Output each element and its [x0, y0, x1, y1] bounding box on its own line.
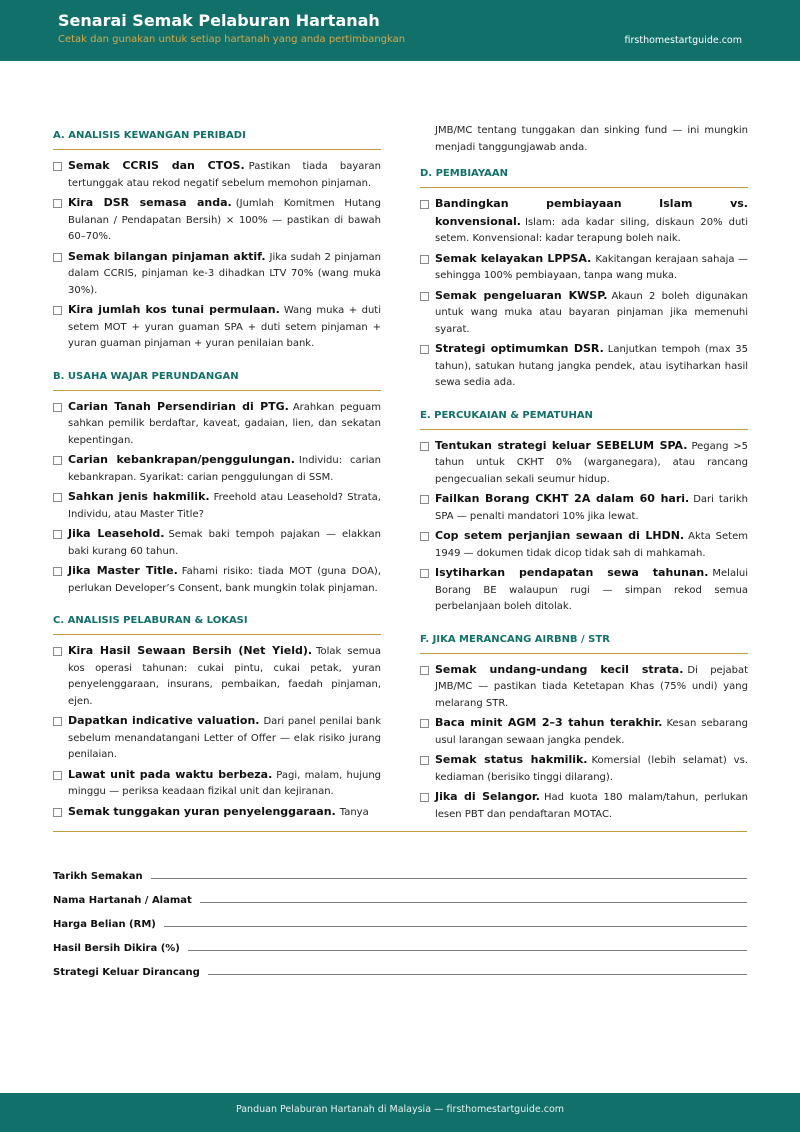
item-text: Pegang >5 tahun untuk CKHT 0% (warganegara), atau rancang pengecualian sekali seumur hidup. [435, 440, 748, 485]
item-text: Pastikan tiada bayaran tertunggak atau rekod negatif sebelum memohon pinjaman. [68, 161, 381, 189]
checklist-item [420, 491, 748, 525]
item-lead: Carian Tanah Persendirian di PTG. [68, 399, 289, 413]
form-label: Harga Belian (RM) [53, 919, 156, 930]
checkbox-icon[interactable] [53, 717, 62, 726]
item-lead: Semak tunggakan yuran penyelenggaraan. [68, 804, 336, 818]
checklist-item [420, 789, 748, 823]
item-lead: Failkan Borang CKHT 2A dalam 60 hari. [435, 492, 690, 505]
checkbox-icon[interactable] [53, 808, 62, 817]
checkbox-icon[interactable] [53, 567, 62, 576]
checkbox-icon[interactable] [420, 719, 429, 728]
item-text: Kesan sebarang usul larangan sewaan jangka pendek. [435, 718, 748, 746]
item-text: (Jumlah Komitmen Hutang Bulanan / Pendapatan Bersih) × 100% — pastikan di bawah 60–70%. [68, 198, 381, 242]
site-url: firsthomestartguide.com [624, 35, 742, 46]
checklist-item [53, 195, 381, 246]
checklist-item [53, 526, 381, 560]
item-lead: Isytiharkan pendapatan sewa tahunan. [435, 566, 709, 579]
item-lead: Kira DSR semasa anda. [68, 196, 232, 209]
item-lead: Kira Hasil Sewaan Bersih (Net Yield). [68, 644, 313, 657]
checkbox-icon[interactable] [420, 756, 429, 765]
form-fill-line[interactable] [151, 878, 747, 879]
form-row-exit [53, 954, 747, 978]
checklist-item [53, 643, 381, 710]
checklist-item [53, 767, 381, 801]
right-column [420, 124, 748, 835]
item-lead: Semak pengeluaran KWSP. [435, 288, 608, 302]
item-text: Tolak semua kos operasi tahunan: cukai pintu, cukai petak, yuran penyelenggaraan, insurans, pembaikan, faedah pinjaman, ejen. [68, 646, 381, 707]
form-row-property [53, 882, 747, 906]
checkbox-icon[interactable] [53, 162, 62, 171]
section-title: D. PEMBIAYAAN [420, 162, 748, 188]
section-d [420, 162, 748, 392]
checklist-item [420, 662, 748, 713]
item-lead: Semak undang-undang kecil strata. [435, 662, 684, 676]
section-title: B. USAHA WAJAR PERUNDANGAN [53, 365, 381, 391]
item-lead: Tentukan strategi keluar SEBELUM SPA. [435, 438, 688, 452]
form-fill-line[interactable] [164, 926, 747, 927]
checkbox-icon[interactable] [420, 532, 429, 541]
form-fill-line[interactable] [200, 902, 747, 903]
item-text: Pagi, malam, hujung minggu — periksa keadaan fizikal unit dan kejiranan. [68, 769, 382, 797]
checkbox-icon[interactable] [420, 345, 429, 354]
checklist-item [420, 196, 748, 248]
form-row-yield [53, 930, 747, 954]
item-lead: Sahkan jenis hakmilik. [68, 490, 210, 503]
checkbox-icon[interactable] [53, 647, 62, 656]
checklist-item [53, 713, 381, 764]
item-lead: Jika Master Title. [68, 564, 178, 577]
section-f [420, 628, 748, 824]
item-lead: Lawat unit pada waktu berbeza. [68, 767, 273, 781]
item-text: Kakitangan kerajaan sahaja — sehingga 100% pembiayaan, tanpa wang muka. [435, 253, 748, 281]
item-text: Had kuota 180 malam/tahun, perlukan lesen PBT dan pendaftaran MOTAC. [435, 792, 748, 820]
checkbox-icon[interactable] [420, 793, 429, 802]
form-fill-line[interactable] [208, 974, 747, 975]
item-lead: Bandingkan pembiayaan Islam vs. konvensional. [435, 197, 748, 228]
item-text: Tanya [339, 806, 369, 818]
form-label: Tarikh Semakan [53, 871, 143, 882]
checklist-item [420, 251, 748, 285]
item-lead: Strategi optimumkan DSR. [435, 342, 604, 355]
footer-text: Panduan Pelaburan Hartanah di Malaysia — firsthomestartguide.com [235, 1104, 565, 1115]
item-text: Komersial (lebih selamat) vs. kediaman (berisiko tinggi dilarang). [435, 755, 748, 783]
checklist-item [420, 528, 748, 562]
form-label: Hasil Bersih Dikira (%) [53, 943, 180, 954]
item-lead: Cop setem perjanjian sewaan di LHDN. [435, 529, 685, 542]
form-fill-line[interactable] [188, 950, 747, 951]
checkbox-icon[interactable] [420, 666, 429, 675]
checkbox-icon[interactable] [420, 495, 429, 504]
item-text: Wang muka + duti setem MOT + yuran guaman SPA + duti setem pinjaman + yuran guaman pinjaman + yuran penilaian bank. [68, 305, 382, 349]
item-continuation: JMB/MC tentang tunggakan dan sinking fund — ini mungkin menjadi tanggungjawab anda. [435, 125, 748, 153]
checklist-item [53, 302, 381, 353]
checkbox-icon[interactable] [420, 200, 429, 209]
item-lead: Kira jumlah kos tunai permulaan. [68, 303, 280, 316]
left-column [53, 124, 381, 833]
checklist-item [53, 158, 381, 192]
checklist-item [53, 452, 381, 486]
checklist-item [420, 752, 748, 786]
section-a [53, 124, 381, 353]
checkbox-icon[interactable] [420, 442, 429, 451]
checkbox-icon[interactable] [420, 255, 429, 264]
checkbox-icon[interactable] [53, 306, 62, 315]
section-title: F. JIKA MERANCANG AIRBNB / STR [420, 628, 748, 654]
item-text: Individu: carian kebankrapan. Syarikat: carian penggulungan di SSM. [68, 455, 381, 483]
checkbox-icon[interactable] [420, 292, 429, 301]
checklist-item [420, 715, 748, 749]
checkbox-icon[interactable] [53, 403, 62, 412]
page-title: Senarai Semak Pelaburan Hartanah [58, 11, 380, 30]
item-text: Melalui Borang BE walaupun rugi — simpan rekod semua perbelanjaan boleh ditolak. [435, 568, 748, 612]
checklist-item [53, 563, 381, 597]
checkbox-icon[interactable] [53, 199, 62, 208]
item-text: Lanjutkan tempoh (max 35 tahun), satukan hutang jangka pendek, atau isytiharkan hasil sewa sedia ada. [435, 344, 748, 388]
item-text: Islam: ada kadar siling, diskaun 20% duti setem. Konvensional: kadar terapung boleh naik. [435, 216, 748, 244]
record-form [53, 858, 747, 978]
checklist-item [53, 804, 381, 822]
item-text: Dari panel penilai bank sebelum menandatangani Letter of Offer — elak risiko jurang penilaian. [68, 716, 382, 760]
section-title: E. PERCUKAIAN & PEMATUHAN [420, 404, 748, 430]
item-lead: Dapatkan indicative valuation. [68, 714, 260, 727]
item-text: Akta Setem 1949 — dokumen tidak dicop tidak sah di mahkamah. [435, 531, 748, 559]
item-lead: Semak status hakmilik. [435, 753, 588, 766]
section-c [53, 609, 381, 821]
checklist-item [53, 249, 381, 300]
form-row-price [53, 906, 747, 930]
section-b [53, 365, 381, 598]
checkbox-icon[interactable] [53, 493, 62, 502]
form-label: Strategi Keluar Dirancang [53, 967, 200, 978]
section-title: C. ANALISIS PELABURAN & LOKASI [53, 609, 381, 635]
form-row-date [53, 858, 747, 882]
item-text: Semak baki tempoh pajakan — elakkan baki kurang 60 tahun. [68, 529, 381, 557]
item-text: Dari tarikh SPA — penalti mandatori 10% jika lewat. [435, 494, 748, 522]
page-footer [0, 1093, 800, 1132]
checklist-item [53, 489, 381, 523]
item-lead: Semak kelayakan LPPSA. [435, 251, 592, 265]
item-text: Di pejabat JMB/MC — pastikan tiada Ketetapan Khas (75% undi) yang melarang STR. [435, 664, 748, 709]
checklist-item [420, 565, 748, 616]
item-text: Fahami risiko: tiada MOT (guna DOA), perlukan Developer’s Consent, bank mungkin tolak pinjaman. [68, 566, 381, 594]
section-e [420, 404, 748, 616]
item-text: Arahkan peguam sahkan pemilik berdaftar, kaveat, gadaian, lien, dan sekatan kepentingan. [68, 401, 381, 446]
checkbox-icon[interactable] [420, 569, 429, 578]
checkbox-icon[interactable] [53, 253, 62, 262]
item-lead: Jika Leasehold. [68, 527, 165, 540]
page-header [0, 0, 800, 61]
page-subtitle: Cetak dan gunakan untuk setiap hartanah yang anda pertimbangkan [58, 34, 406, 45]
item-text: Freehold atau Leasehold? Strata, Individu, atau Master Title? [68, 492, 381, 520]
item-text: Akaun 2 boleh digunakan untuk wang muka atau bayaran pinjaman jika memenuhi syarat. [435, 290, 748, 335]
checkbox-icon[interactable] [53, 456, 62, 465]
item-lead: Semak CCRIS dan CTOS. [68, 159, 245, 172]
checklist-item [53, 399, 381, 450]
section-title: A. ANALISIS KEWANGAN PERIBADI [53, 124, 381, 150]
item-lead: Baca minit AGM 2–3 tahun terakhir. [435, 716, 663, 729]
form-label: Nama Hartanah / Alamat [53, 895, 192, 906]
item-lead: Carian kebankrapan/penggulungan. [68, 453, 295, 466]
section-divider [53, 831, 747, 832]
checklist-item [420, 438, 748, 489]
item-text: Jika sudah 2 pinjaman dalam CCRIS, pinjaman ke-3 dihadkan LTV 70% (wang muka 30%). [68, 251, 382, 296]
item-lead: Jika di Selangor. [435, 790, 540, 803]
checkbox-icon[interactable] [53, 771, 62, 780]
checklist-item [420, 288, 748, 339]
item-lead: Semak bilangan pinjaman aktif. [68, 249, 266, 263]
checklist-item [420, 341, 748, 392]
checkbox-icon[interactable] [53, 530, 62, 539]
